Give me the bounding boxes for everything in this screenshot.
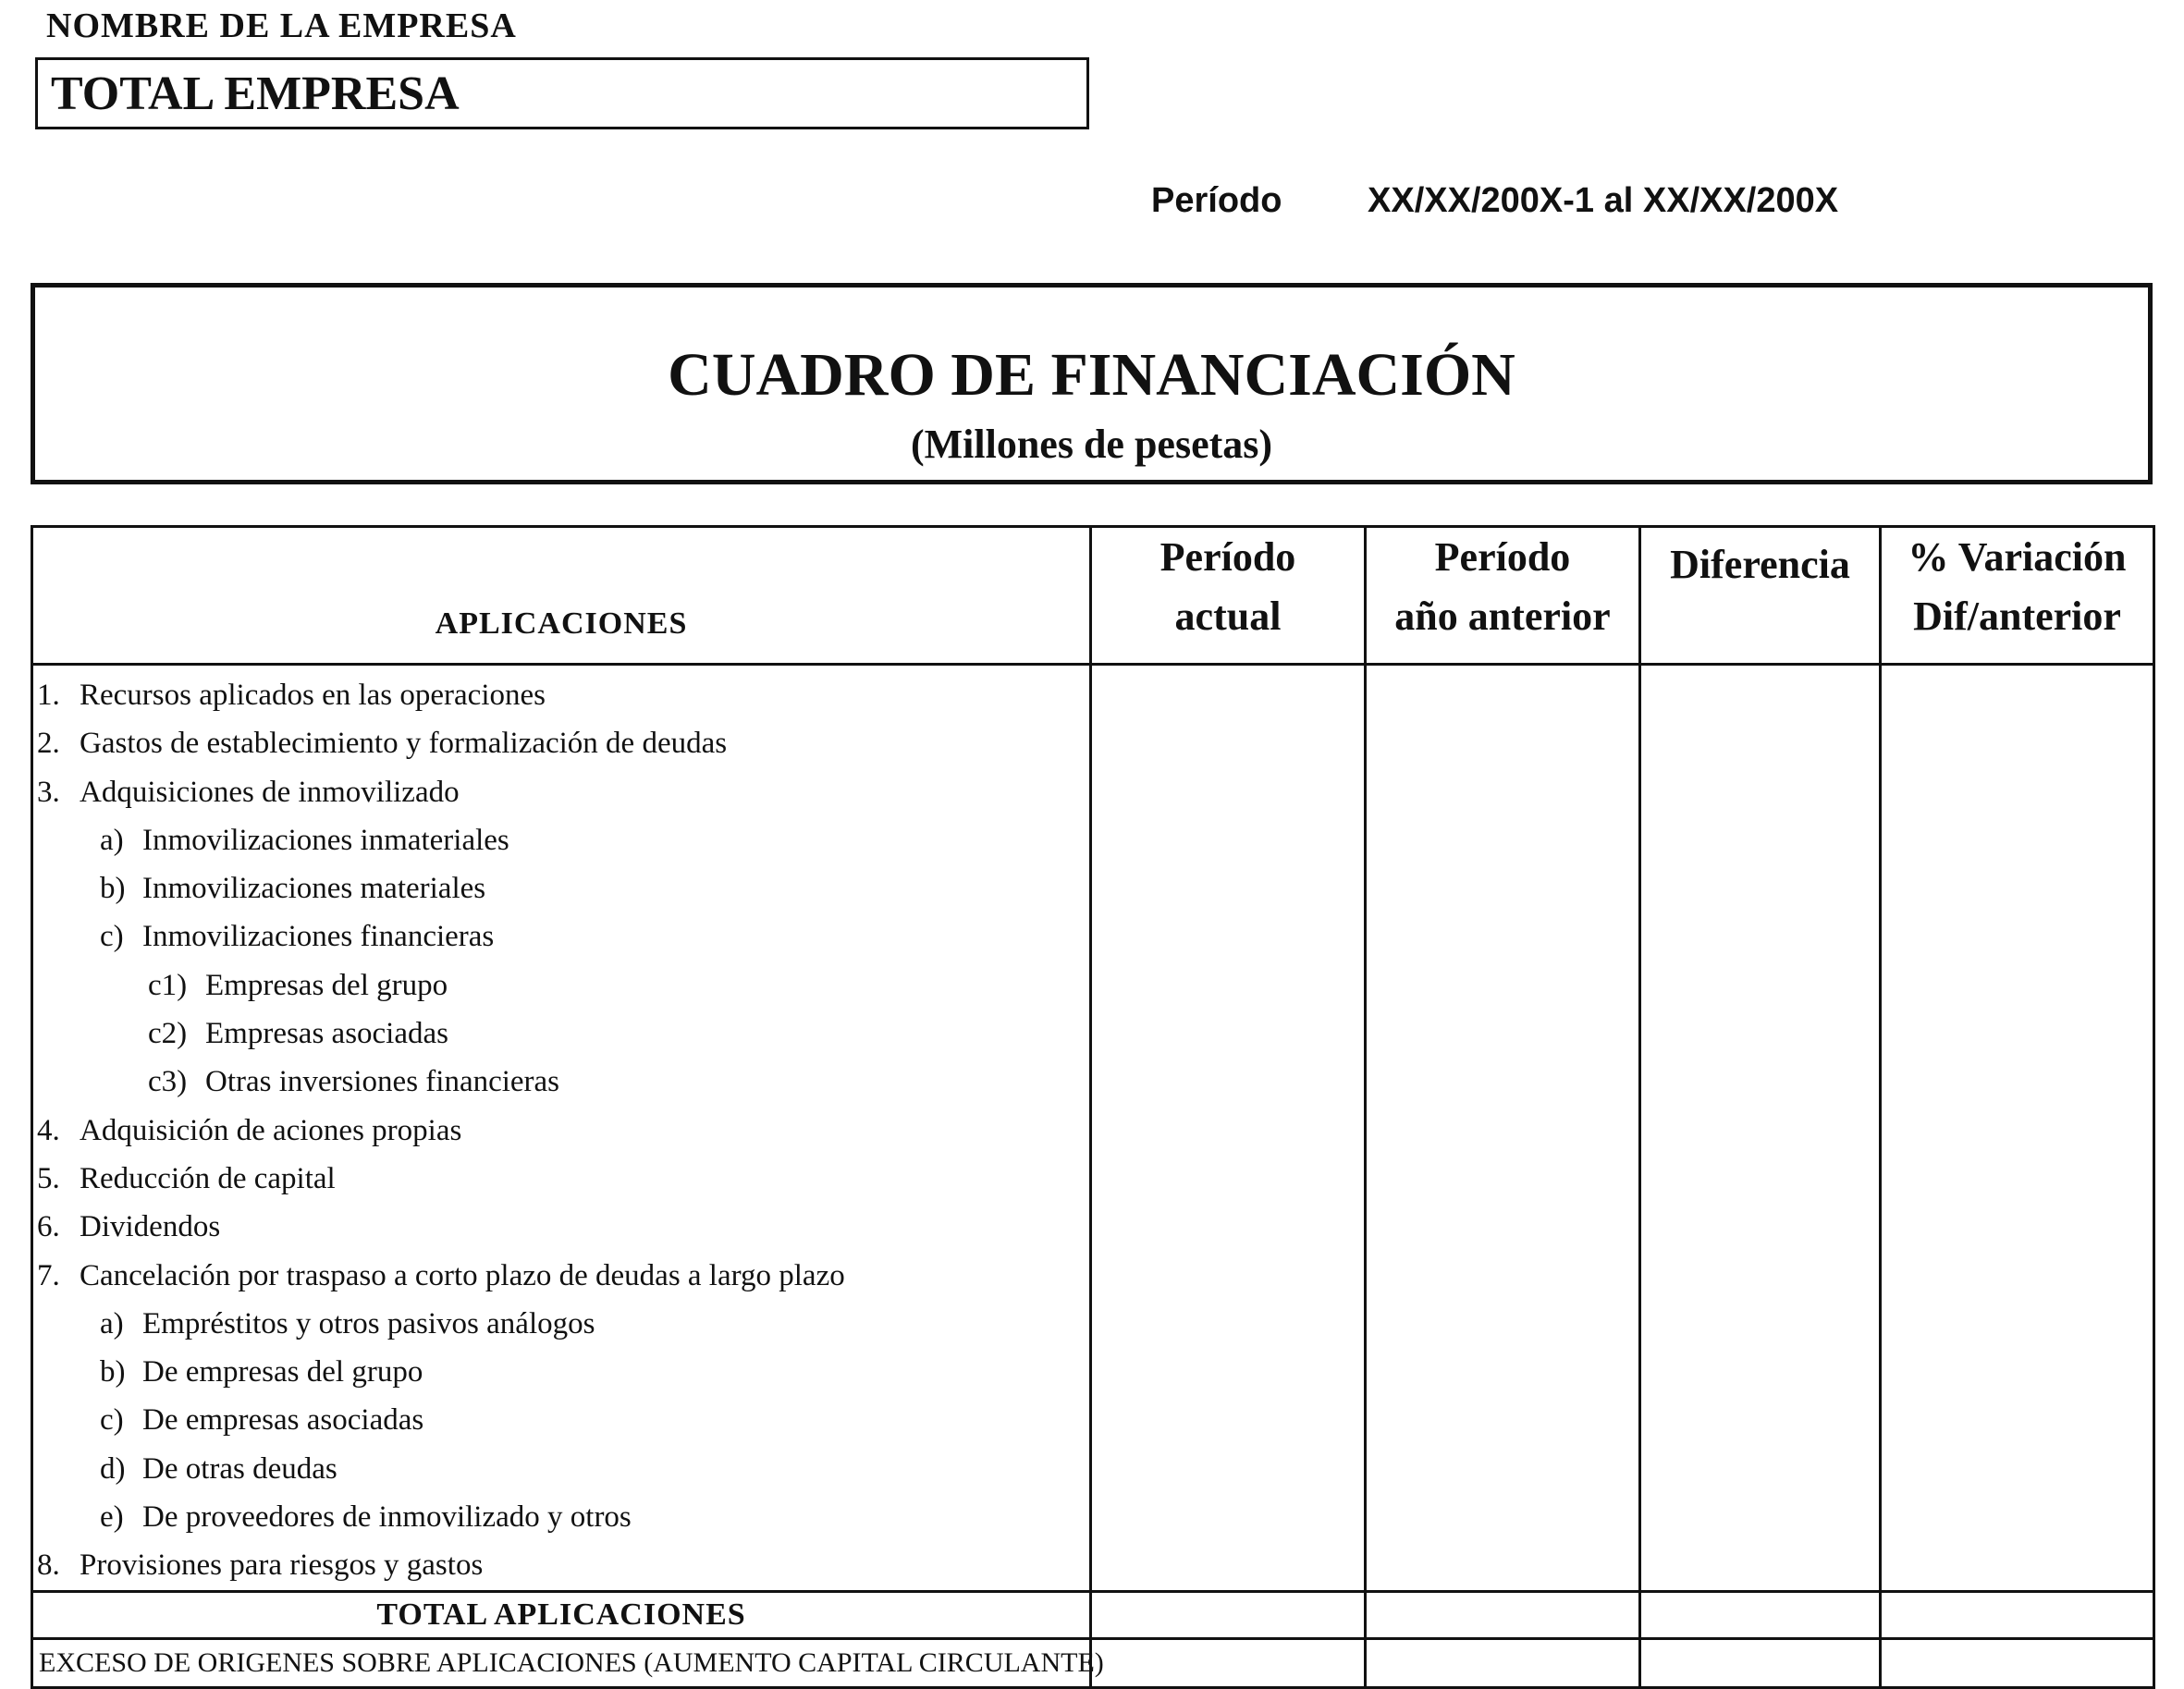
excess-cell-variacion[interactable] xyxy=(1881,1638,2154,1687)
list-item-label: Inmovilizaciones inmateriales xyxy=(142,823,509,857)
list-item-number: a) xyxy=(100,1306,124,1340)
column-header-line2: Dif/anterior xyxy=(1913,593,2121,639)
list-item-label: Dividendos xyxy=(80,1210,221,1244)
items-row xyxy=(32,665,2154,1592)
list-item-label: Provisiones para riesgos y gastos xyxy=(80,1548,484,1583)
list-item xyxy=(33,671,1089,719)
list-item-number: 1. xyxy=(37,679,60,712)
list-item xyxy=(33,1348,1089,1396)
list-item-number: 2. xyxy=(37,727,60,761)
list-item-number: c) xyxy=(100,1403,124,1438)
list-item-label: De proveedores de inmovilizado y otros xyxy=(142,1500,632,1535)
total-cell-periodo-anterior[interactable] xyxy=(1366,1591,1640,1638)
company-name-field[interactable]: TOTAL EMPRESA xyxy=(35,57,1089,129)
list-item xyxy=(33,719,1089,767)
value-cell-periodo-anterior[interactable] xyxy=(1366,665,1640,1592)
list-item-number: 6. xyxy=(37,1210,60,1244)
list-item-number: 7. xyxy=(37,1258,60,1292)
column-header-line1: % Variación xyxy=(1908,534,2127,580)
list-item-number: c3) xyxy=(148,1065,188,1099)
excess-label: EXCESO DE ORIGENES SOBRE APLICACIONES (AUMENTO CAPITAL CIRCULANTE) xyxy=(32,1638,1091,1687)
list-item-number: c2) xyxy=(148,1017,188,1051)
value-cell-diferencia[interactable] xyxy=(1640,665,1881,1592)
column-header-periodo-anterior xyxy=(1366,527,1640,665)
items-list xyxy=(32,665,1091,1592)
value-cell-variacion[interactable] xyxy=(1881,665,2154,1592)
list-item-number: d) xyxy=(100,1451,126,1486)
excess-cell-periodo-anterior[interactable] xyxy=(1366,1638,1640,1687)
period-line xyxy=(1151,181,1838,221)
column-header-line2: actual xyxy=(1174,593,1282,639)
list-item xyxy=(33,1493,1089,1541)
period-value: XX/XX/200X-1 al XX/XX/200X xyxy=(1368,181,1839,220)
list-item-label: De empresas del grupo xyxy=(142,1355,423,1389)
list-item-label: Gastos de establecimiento y formalización de deudas xyxy=(80,727,728,761)
list-item-label: Adquisición de aciones propias xyxy=(80,1113,462,1147)
column-header-variacion xyxy=(1881,527,2154,665)
page-subtitle: (Millones de pesetas) xyxy=(910,422,1273,467)
table-header-row xyxy=(32,527,2154,665)
excess-cell-periodo-actual[interactable] xyxy=(1091,1638,1366,1687)
list-item xyxy=(33,1252,1089,1300)
list-item-number: b) xyxy=(100,872,126,906)
total-row xyxy=(32,1591,2154,1638)
list-item-label: Reducción de capital xyxy=(80,1161,336,1195)
total-cell-variacion[interactable] xyxy=(1881,1591,2154,1638)
list-item-label: De otras deudas xyxy=(142,1451,337,1486)
list-item-number: e) xyxy=(100,1500,124,1535)
period-label: Período xyxy=(1151,181,1282,220)
list-item xyxy=(33,816,1089,864)
list-item-label: Otras inversiones financieras xyxy=(205,1065,560,1099)
list-item xyxy=(33,1155,1089,1203)
company-name-label: NOMBRE DE LA EMPRESA xyxy=(46,6,517,45)
list-item xyxy=(33,961,1089,1010)
list-item-number: 4. xyxy=(37,1113,60,1147)
column-header-line2: año anterior xyxy=(1394,593,1611,639)
list-item-label: Cancelación por traspaso a corto plazo de deudas a largo plazo xyxy=(80,1258,845,1292)
list-item-label: Adquisiciones de inmovilizado xyxy=(80,775,460,809)
list-item xyxy=(33,1203,1089,1251)
list-item-label: Empresas del grupo xyxy=(205,968,448,1002)
list-item-label: Inmovilizaciones materiales xyxy=(142,872,486,906)
total-cell-periodo-actual[interactable] xyxy=(1091,1591,1366,1638)
column-header-periodo-actual xyxy=(1091,527,1366,665)
title-box xyxy=(31,283,2153,484)
list-item-number: 3. xyxy=(37,775,60,809)
total-cell-diferencia[interactable] xyxy=(1640,1591,1881,1638)
total-aplicaciones-label: TOTAL APLICACIONES xyxy=(32,1591,1091,1638)
list-item xyxy=(33,1010,1089,1058)
section-header-aplicaciones: APLICACIONES xyxy=(32,527,1091,665)
list-item xyxy=(33,768,1089,816)
column-header-diferencia xyxy=(1640,527,1881,665)
excess-cell-diferencia[interactable] xyxy=(1640,1638,1881,1687)
column-header-line1: Diferencia xyxy=(1670,542,1850,587)
list-item xyxy=(33,1300,1089,1348)
list-item xyxy=(33,1396,1089,1444)
list-item xyxy=(33,912,1089,961)
excess-row xyxy=(32,1638,2154,1687)
column-header-line1: Período xyxy=(1434,534,1571,580)
list-item-number: 8. xyxy=(37,1548,60,1583)
list-item-label: Recursos aplicados en las operaciones xyxy=(80,679,546,712)
value-cell-periodo-actual[interactable] xyxy=(1091,665,1366,1592)
list-item-number: c) xyxy=(100,920,124,954)
list-item-number: a) xyxy=(100,823,124,857)
list-item xyxy=(33,1107,1089,1155)
list-item xyxy=(33,1058,1089,1106)
list-item xyxy=(33,864,1089,912)
list-item-label: Empréstitos y otros pasivos análogos xyxy=(142,1306,595,1340)
list-item-label: Empresas asociadas xyxy=(205,1017,448,1051)
list-item-number: c1) xyxy=(148,968,188,1002)
page-title: CUADRO DE FINANCIACIÓN xyxy=(668,341,1515,409)
financing-table xyxy=(31,525,2155,1689)
list-item-label: De empresas asociadas xyxy=(142,1403,424,1438)
list-item-label: Inmovilizaciones financieras xyxy=(142,920,495,954)
column-header-line1: Período xyxy=(1159,534,1296,580)
list-item xyxy=(33,1541,1089,1589)
list-item-number: b) xyxy=(100,1355,126,1389)
list-item xyxy=(33,1445,1089,1493)
list-item-number: 5. xyxy=(37,1161,60,1195)
